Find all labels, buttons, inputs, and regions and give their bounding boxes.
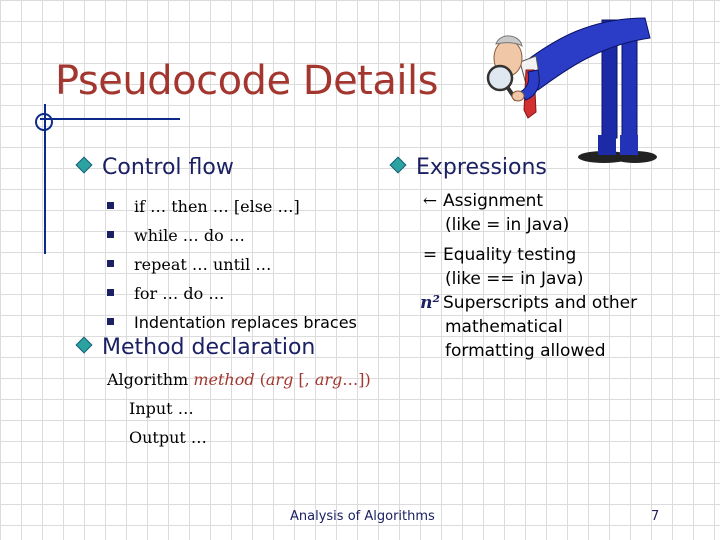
method-name: method xyxy=(193,370,255,389)
expressions-label: Expressions xyxy=(416,155,547,180)
method-declaration-label: Method declaration xyxy=(102,335,316,360)
list-item xyxy=(107,250,357,279)
footer-text: Analysis of Algorithms xyxy=(290,509,435,524)
input-line: Input … xyxy=(129,399,194,418)
list-item-text: for … do … xyxy=(134,284,225,303)
list-item-note: mathematical xyxy=(445,317,563,337)
list-item xyxy=(107,221,357,250)
control-flow-heading xyxy=(78,155,234,180)
page-number: 7 xyxy=(651,509,660,524)
list-item-text: repeat … until … xyxy=(134,255,272,274)
control-flow-label: Control flow xyxy=(102,155,234,180)
list-item-text: Equality testing xyxy=(443,245,577,265)
diamond-bullet-icon xyxy=(76,157,93,174)
corner-circle-icon xyxy=(35,113,53,131)
optional-open: [, xyxy=(293,370,315,389)
method-declaration-heading xyxy=(78,335,315,360)
arg-name: arg xyxy=(265,370,294,389)
list-item xyxy=(420,243,637,267)
diamond-bullet-icon xyxy=(76,337,93,354)
list-item-text: while … do … xyxy=(134,226,245,245)
list-item-text: if … then … [else …] xyxy=(134,197,300,216)
open-paren: ( xyxy=(254,370,266,389)
signature-end: …]) xyxy=(342,370,371,389)
list-item-note: formatting allowed xyxy=(445,341,606,361)
arrow-left-icon: ← xyxy=(422,191,438,211)
control-flow-list xyxy=(107,192,357,337)
diamond-bullet-icon xyxy=(390,157,407,174)
slide-title: Pseudocode Details xyxy=(55,58,438,104)
expressions-list xyxy=(420,189,637,363)
square-bullet-icon xyxy=(107,318,114,325)
expressions-heading xyxy=(392,155,547,180)
superscript-symbol: n² xyxy=(420,293,440,313)
list-item-note: (like == in Java) xyxy=(445,269,584,289)
square-bullet-icon xyxy=(107,260,114,267)
list-item-text: Assignment xyxy=(443,191,544,211)
list-item xyxy=(420,189,637,213)
square-bullet-icon xyxy=(107,202,114,209)
list-item xyxy=(420,291,637,315)
arg-name-2: arg xyxy=(314,370,343,389)
list-item xyxy=(107,308,357,337)
list-item-note: (like = in Java) xyxy=(445,215,570,235)
list-item-text: Indentation replaces braces xyxy=(134,313,357,332)
list-item xyxy=(107,279,357,308)
list-item-text: Superscripts and other xyxy=(443,293,638,313)
square-bullet-icon xyxy=(107,289,114,296)
equals-symbol: = xyxy=(422,245,438,265)
square-bullet-icon xyxy=(107,231,114,238)
output-line: Output … xyxy=(129,428,207,447)
title-underline xyxy=(40,118,180,120)
algorithm-signature xyxy=(107,370,371,389)
list-item xyxy=(107,192,357,221)
algorithm-keyword: Algorithm xyxy=(107,370,194,389)
